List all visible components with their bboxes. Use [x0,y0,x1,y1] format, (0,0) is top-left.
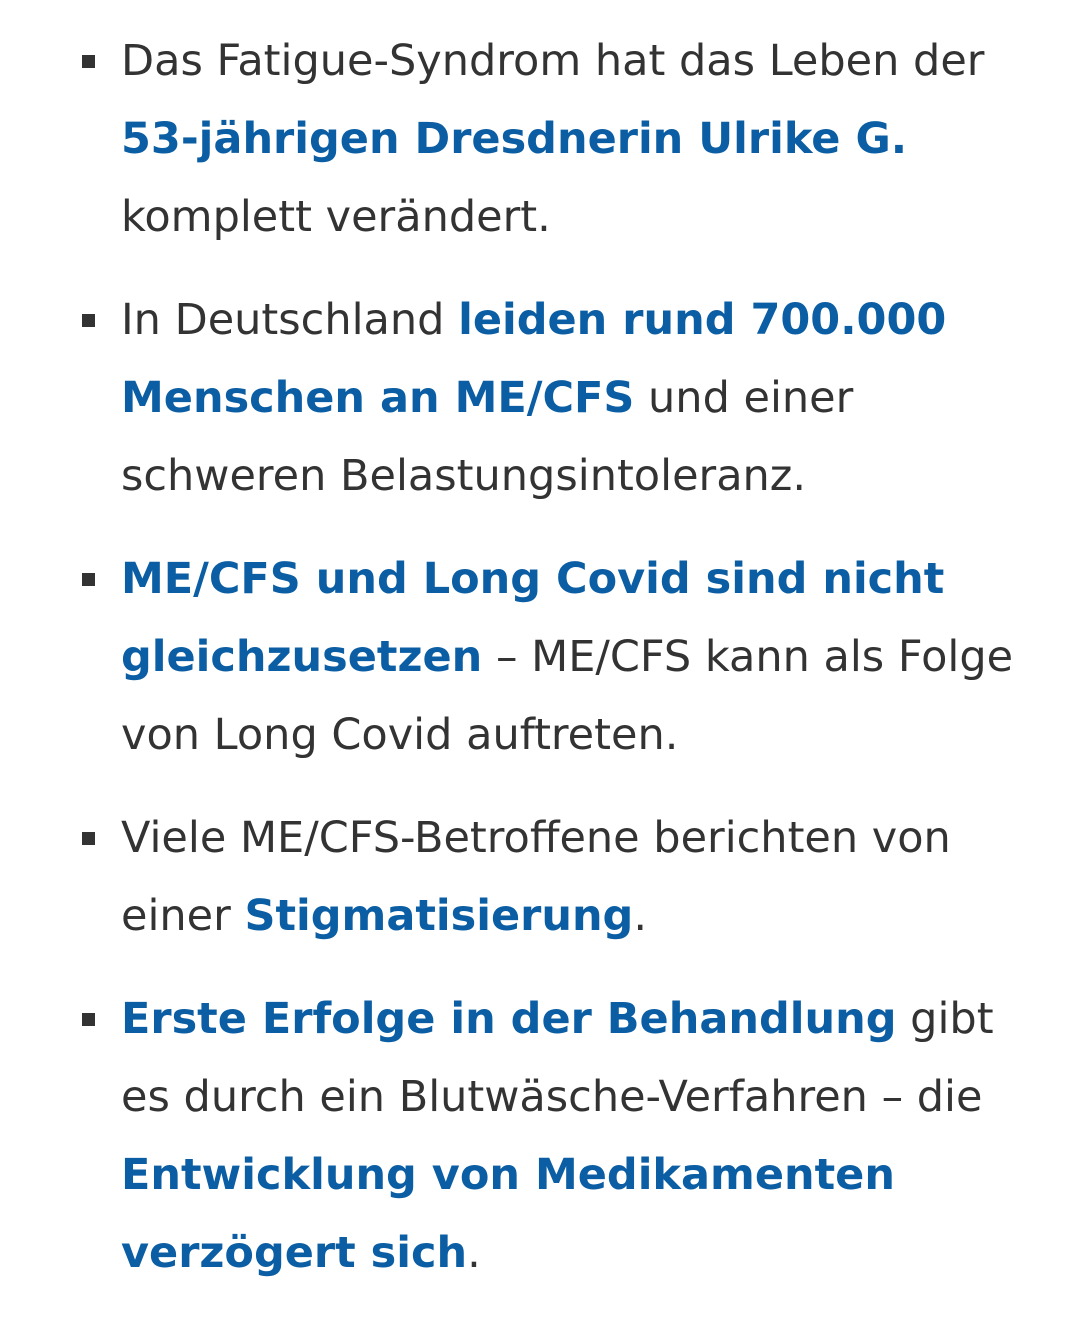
square-bullet-icon [82,573,95,586]
square-bullet-icon [82,55,95,68]
list-item [0,540,1080,774]
item-text: Das Fatigue-Syndrom hat das Leben der [121,36,985,86]
item-text: . [467,1228,481,1278]
item-text: und einer schweren Belastungsintoleranz. [121,373,854,501]
item-text: . [633,891,648,941]
square-bullet-icon [82,832,95,845]
link-erste-erfolge[interactable]: Erste Erfolge in der Behandlung [121,994,897,1044]
item-text: gibt es durch ein Blutwäsche-Verfahren – die [121,994,994,1122]
square-bullet-icon [82,314,95,327]
summary-bullet-list [0,22,1080,1317]
link-dresdnerin-ulrike[interactable]: 53-jährigen Dresdnerin Ulrike G. [121,114,908,164]
list-item [0,281,1080,515]
item-text: Viele ME/CFS-Betroffene berichten von einer [121,813,951,941]
link-entwicklung-medikamente[interactable]: Entwicklung von Medikamenten verzögert sich [121,1150,895,1278]
list-item [0,799,1080,955]
item-text: – ME/CFS kann als Folge von Long Covid auftreten. [121,632,1014,760]
link-700000-menschen[interactable]: leiden rund 700.000 Menschen an ME/CFS [121,295,947,423]
list-item [0,22,1080,256]
link-mecfs-long-covid[interactable]: ME/CFS und Long Covid sind nicht gleichzusetzen [121,554,945,682]
square-bullet-icon [82,1013,95,1026]
list-item [0,980,1080,1292]
link-stigmatisierung[interactable]: Stigmatisierung [244,891,634,941]
item-text: komplett verändert. [121,192,551,242]
item-text: In Deutschland [121,295,459,345]
